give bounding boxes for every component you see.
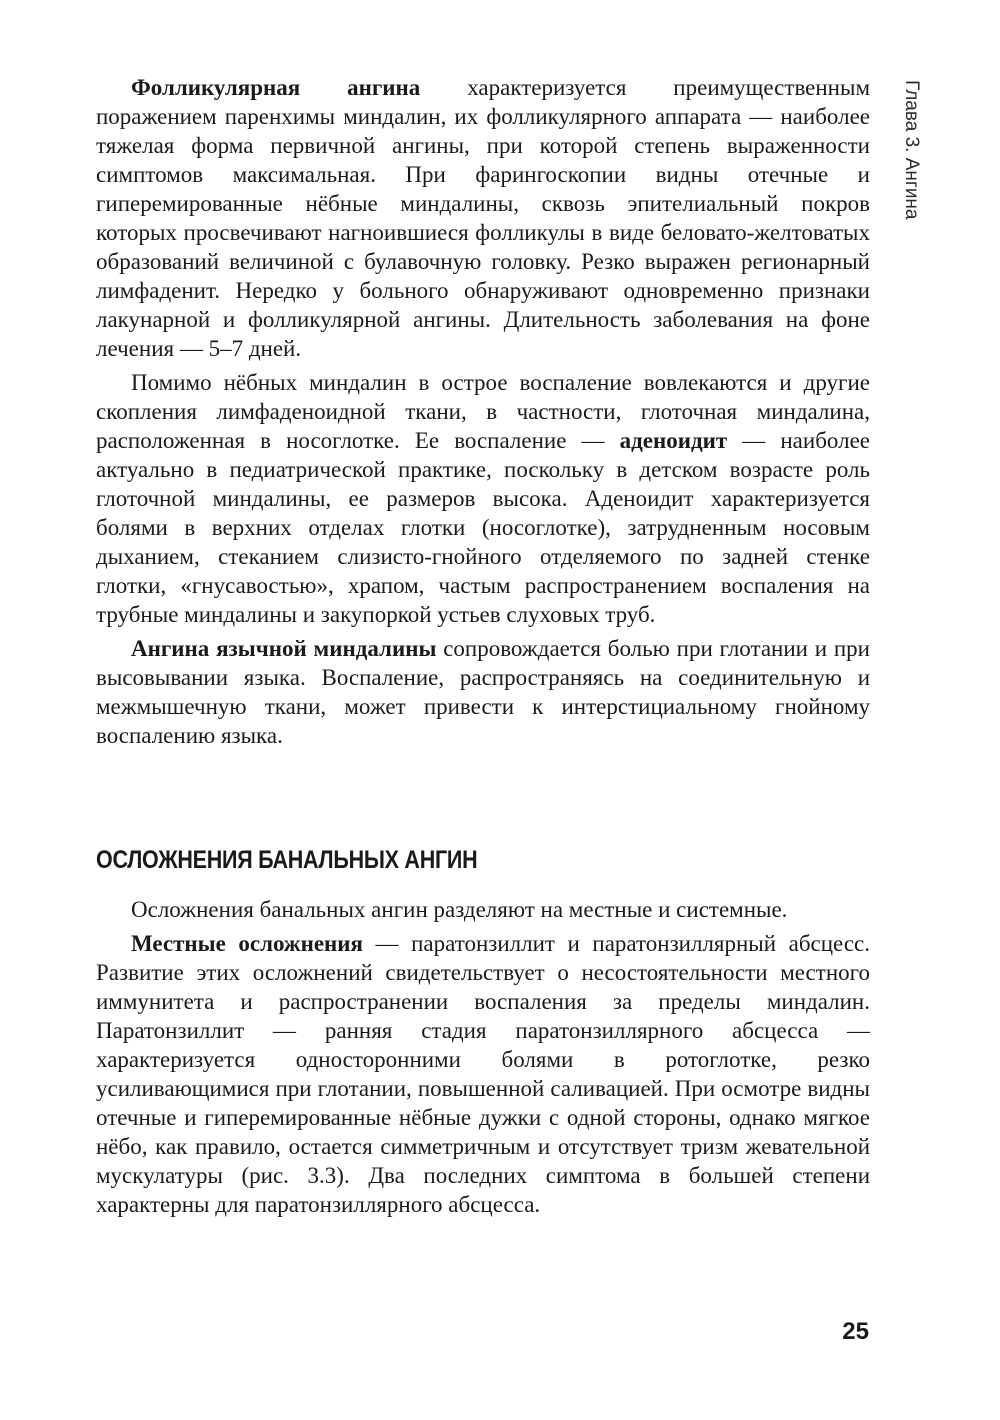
page-number: 25: [842, 1318, 869, 1345]
term-adenoiditis: аденоидит: [619, 428, 728, 453]
body-text-bottom: [96, 895, 870, 1219]
term-lingual-tonsil-angina: Ангина язычной миндалины: [131, 636, 437, 661]
paragraph-text: Помимо нёбных миндалин в острое воспаление вовлекаются и другие скопления лимфаденоидной ткани, в частности, глоточная миндалина, расположенная в носоглотке. Ее воспаление —: [96, 370, 870, 453]
paragraph-text: Осложнения банальных ангин разделяют на местные и системные.: [131, 897, 788, 922]
term-local-complications: Местные осложнения: [131, 931, 363, 956]
section-heading: ОСЛОЖНЕНИЯ БАНАЛЬНЫХ АНГИН: [96, 846, 478, 874]
paragraph-lingual-tonsil: [96, 634, 870, 750]
paragraph-text: — паратонзиллит и паратонзиллярный абсцесс. Развитие этих осложнений свидетельствует о несостоятельности местного иммунитета и распространении воспаления за пределы миндалин. Паратонзиллит — ранняя стадия паратонзиллярного абсцесса — характеризуется односторонними болями в ротоглотке, резко усиливающимися при глотании, повышенной саливацией. При осмотре видны отечные и гиперемированные нёбные дужки с одной стороны, однако мягкое нёбо, как правило, остается симметричным и отсутствует тризм жевательной мускулатуры (рис. 3.3). Два последних симптома в большей степени характерны для паратонзиллярного абсцесса.: [96, 931, 870, 1217]
paragraph-follicular-angina: [96, 73, 870, 363]
paragraph-text: характеризуется преимущественным поражением паренхимы миндалин, их фолликулярного аппарата — наиболее тяжелая форма первичной ангины, при которой степень выраженности симптомов максимальная. При фарингоскопии видны отечные и гиперемированные нёбные миндалины, сквозь эпителиальный покров которых просвечивают нагноившиеся фолликулы в виде беловато-желтоватых образований величиной с булавочную головку. Резко выражен регионарный лимфаденит. Нередко у больного обнаруживают одновременно признаки лакунарной и фолликулярной ангины. Длительность заболевания на фоне лечения — 5–7 дней.: [96, 75, 870, 361]
term-follicular-angina: Фолликулярная ангина: [131, 75, 421, 100]
paragraph-local-complications: [96, 929, 870, 1219]
running-header: Глава 3. Ангина: [901, 80, 922, 220]
paragraph-text: — наиболее актуально в педиатрической практике, поскольку в детском возрасте роль глоточной миндалины, ее размеров высока. Аденоидит характеризуется болями в верхних отделах глотки (носоглотке), затрудненным носовым дыханием, стеканием слизисто-гнойного отделяемого по задней стенке глотки, «гнусавостью», храпом, частым распространением воспаления на трубные миндалины и закупоркой устьев слуховых труб.: [96, 428, 870, 627]
paragraph-adenoiditis: [96, 368, 870, 629]
paragraph-complications-intro: [96, 895, 870, 924]
paragraph-text: сопровождается болью при глотании и при высовывании языка. Воспаление, распространяясь на соединительную и межмышечную ткани, может привести к интерстициальному гнойному воспалению языка.: [96, 636, 870, 748]
body-text-top: [96, 73, 870, 750]
